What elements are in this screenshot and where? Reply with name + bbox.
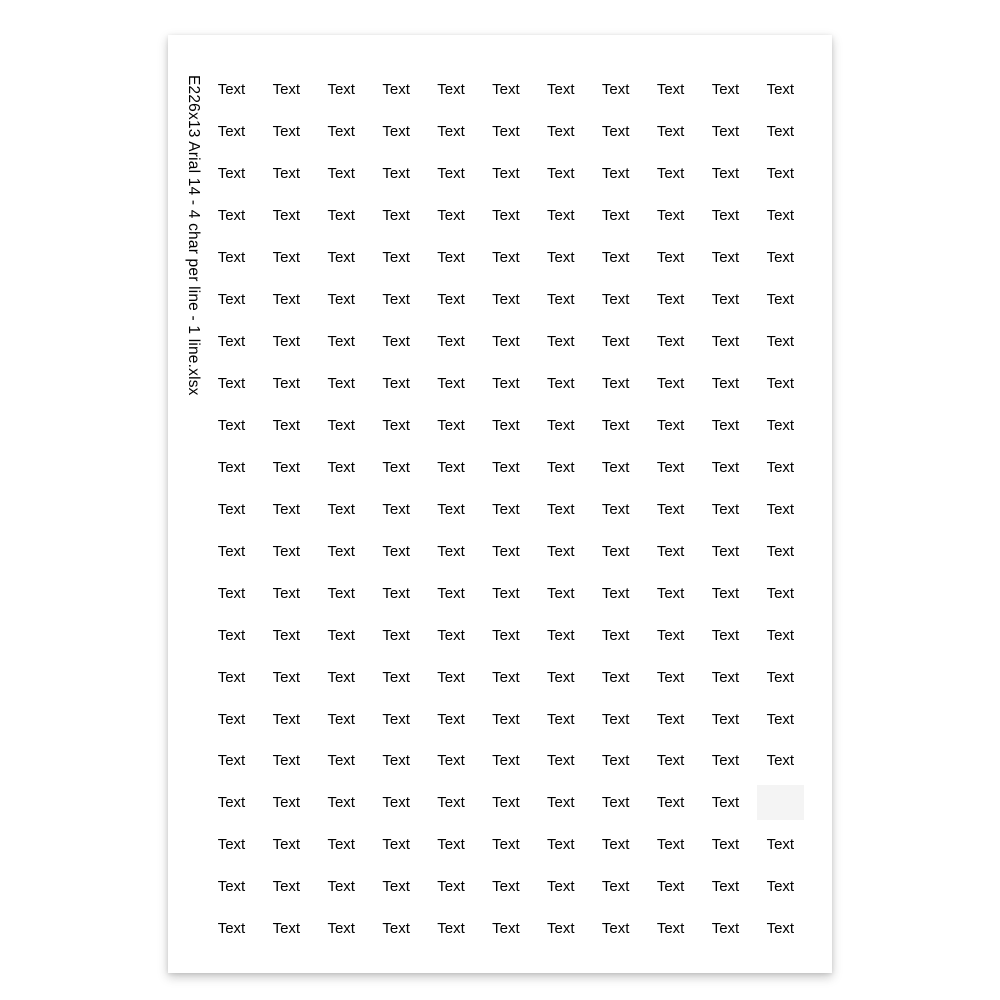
grid-cell: Text xyxy=(272,123,301,141)
grid-cell: Text xyxy=(656,458,685,476)
grid-cell: Text xyxy=(601,584,630,602)
grid-cell: Text xyxy=(327,878,355,896)
grid-cell: Text xyxy=(217,291,246,309)
grid-cell: Text xyxy=(547,794,575,812)
grid-cell: Text xyxy=(766,668,795,686)
grid-cell: Text xyxy=(656,207,685,225)
grid-cell: Text xyxy=(437,542,465,560)
grid-cell: Text xyxy=(547,542,575,560)
grid-cell: Text xyxy=(711,249,740,267)
grid-cell: Text xyxy=(711,836,740,854)
grid-cell: Text xyxy=(547,249,575,267)
grid-cell: Text xyxy=(437,836,465,854)
grid-cell: Text xyxy=(327,249,355,267)
grid-cell: Text xyxy=(656,794,685,812)
grid-cell: Text xyxy=(217,165,246,183)
grid-cell: Text xyxy=(547,500,575,518)
grid-cell: Text xyxy=(492,794,520,812)
grid-cell: Text xyxy=(492,207,520,225)
grid-cell: Text xyxy=(656,668,685,686)
grid-cell: Text xyxy=(711,584,740,602)
grid-cell: Text xyxy=(217,81,246,99)
grid-cell: Text xyxy=(327,920,355,938)
grid-cell: Text xyxy=(492,81,520,99)
grid-cell: Text xyxy=(382,878,410,896)
grid-cell: Text xyxy=(492,626,520,644)
grid-cell: Text xyxy=(601,542,630,560)
grid-cell: Text xyxy=(547,584,575,602)
grid-cell: Text xyxy=(766,333,795,351)
grid-cell: Text xyxy=(711,333,740,351)
grid-cell: Text xyxy=(217,207,246,225)
grid-cell: Text xyxy=(327,207,355,225)
grid-cell: Text xyxy=(382,626,410,644)
highlighted-empty-cell xyxy=(757,785,804,820)
grid-cell: Text xyxy=(327,836,355,854)
grid-cell: Text xyxy=(327,123,355,141)
filename-vertical-label: E226x13 Arial 14 - 4 char per line - 1 line.xlsx xyxy=(185,75,202,396)
grid-cell: Text xyxy=(272,291,301,309)
grid-cell: Text xyxy=(437,878,465,896)
grid-cell: Text xyxy=(656,584,685,602)
grid-cell: Text xyxy=(327,500,355,518)
grid-cell: Text xyxy=(711,878,740,896)
grid-cell: Text xyxy=(217,668,246,686)
grid-cell: Text xyxy=(601,81,630,99)
grid-cell: Text xyxy=(547,878,575,896)
grid-cell: Text xyxy=(437,81,465,99)
grid-cell: Text xyxy=(601,794,630,812)
grid-cell: Text xyxy=(766,710,795,728)
grid-cell: Text xyxy=(272,207,301,225)
grid-cell: Text xyxy=(492,333,520,351)
grid-cell: Text xyxy=(656,416,685,434)
grid-cell: Text xyxy=(547,752,575,770)
grid-cell: Text xyxy=(437,794,465,812)
grid-cell: Text xyxy=(547,207,575,225)
grid-cell: Text xyxy=(766,249,795,267)
grid-cell: Text xyxy=(217,500,246,518)
grid-cell: Text xyxy=(217,920,246,938)
grid-cell: Text xyxy=(656,249,685,267)
grid-cell: Text xyxy=(547,375,575,393)
grid-cell: Text xyxy=(656,752,685,770)
grid-cell: Text xyxy=(437,165,465,183)
grid-cell: Text xyxy=(272,668,301,686)
grid-cell: Text xyxy=(492,500,520,518)
grid-cell: Text xyxy=(656,333,685,351)
grid-cell: Text xyxy=(437,333,465,351)
grid-cell: Text xyxy=(547,458,575,476)
grid-cell: Text xyxy=(437,668,465,686)
grid-cell: Text xyxy=(766,542,795,560)
grid-cell: Text xyxy=(492,752,520,770)
grid-cell: Text xyxy=(437,626,465,644)
grid-cell: Text xyxy=(656,165,685,183)
grid-cell: Text xyxy=(601,416,630,434)
grid-cell: Text xyxy=(217,836,246,854)
grid-cell: Text xyxy=(547,836,575,854)
grid-cell: Text xyxy=(327,375,355,393)
grid-cell: Text xyxy=(272,920,301,938)
grid-cell: Text xyxy=(766,291,795,309)
grid-cell: Text xyxy=(382,584,410,602)
grid-cell: Text xyxy=(656,836,685,854)
grid-cell: Text xyxy=(766,584,795,602)
grid-cell: Text xyxy=(272,794,301,812)
grid-cell: Text xyxy=(492,291,520,309)
grid-cell: Text xyxy=(327,626,355,644)
grid-cell: Text xyxy=(272,542,301,560)
grid-cell: Text xyxy=(327,165,355,183)
grid-cell: Text xyxy=(272,333,301,351)
grid-cell: Text xyxy=(711,123,740,141)
grid-cell: Text xyxy=(382,500,410,518)
grid-cell: Text xyxy=(711,500,740,518)
grid-cell: Text xyxy=(437,710,465,728)
grid-cell: Text xyxy=(272,710,301,728)
grid-cell: Text xyxy=(217,333,246,351)
grid-cell: Text xyxy=(766,416,795,434)
grid-cell: Text xyxy=(766,920,795,938)
grid-cell: Text xyxy=(217,626,246,644)
grid-cell: Text xyxy=(327,458,355,476)
grid-cell: Text xyxy=(601,333,630,351)
grid-cell: Text xyxy=(437,500,465,518)
grid-cell: Text xyxy=(766,207,795,225)
grid-cell: Text xyxy=(492,542,520,560)
grid-cell: Text xyxy=(217,458,246,476)
grid-cell: Text xyxy=(437,375,465,393)
grid-cell: Text xyxy=(382,123,410,141)
grid-cell: Text xyxy=(547,920,575,938)
grid-cell: Text xyxy=(601,458,630,476)
grid-cell: Text xyxy=(711,710,740,728)
grid-cell: Text xyxy=(601,291,630,309)
grid-cell: Text xyxy=(382,375,410,393)
grid-cell: Text xyxy=(656,626,685,644)
grid-cell: Text xyxy=(382,920,410,938)
grid-cell: Text xyxy=(382,794,410,812)
grid-cell: Text xyxy=(766,626,795,644)
grid-cell: Text xyxy=(601,626,630,644)
grid-cell: Text xyxy=(547,710,575,728)
grid-cell: Text xyxy=(492,123,520,141)
grid-cell: Text xyxy=(382,291,410,309)
grid-cell: Text xyxy=(272,249,301,267)
grid-cell: Text xyxy=(382,836,410,854)
grid-cell: Text xyxy=(437,207,465,225)
grid-cell: Text xyxy=(711,291,740,309)
grid-cell: Text xyxy=(217,878,246,896)
grid-cell: Text xyxy=(272,752,301,770)
grid-cell: Text xyxy=(492,668,520,686)
grid-cell: Text xyxy=(656,291,685,309)
grid-cell: Text xyxy=(382,542,410,560)
grid-cell: Text xyxy=(327,710,355,728)
grid-cell: Text xyxy=(382,458,410,476)
grid-cell: Text xyxy=(601,710,630,728)
grid-cell: Text xyxy=(327,333,355,351)
grid-cell: Text xyxy=(766,752,795,770)
grid-cell: Text xyxy=(382,81,410,99)
grid-cell: Text xyxy=(272,81,301,99)
grid-cell: Text xyxy=(217,794,246,812)
text-grid xyxy=(204,69,808,950)
grid-cell: Text xyxy=(217,752,246,770)
grid-cell: Text xyxy=(711,416,740,434)
grid-cell: Text xyxy=(327,81,355,99)
grid-cell: Text xyxy=(547,333,575,351)
grid-cell: Text xyxy=(217,249,246,267)
grid-cell: Text xyxy=(382,668,410,686)
grid-cell: Text xyxy=(272,416,301,434)
grid-cell: Text xyxy=(272,458,301,476)
grid-cell: Text xyxy=(382,249,410,267)
grid-cell: Text xyxy=(272,626,301,644)
grid-cell: Text xyxy=(656,920,685,938)
grid-cell: Text xyxy=(437,123,465,141)
grid-cell: Text xyxy=(601,500,630,518)
grid-cell: Text xyxy=(327,584,355,602)
grid-cell: Text xyxy=(437,458,465,476)
grid-cell: Text xyxy=(601,165,630,183)
grid-cell: Text xyxy=(601,249,630,267)
grid-cell: Text xyxy=(766,165,795,183)
grid-cell: Text xyxy=(547,123,575,141)
grid-cell: Text xyxy=(492,458,520,476)
grid-cell: Text xyxy=(711,920,740,938)
grid-cell: Text xyxy=(327,752,355,770)
grid-cell: Text xyxy=(327,416,355,434)
grid-cell: Text xyxy=(711,668,740,686)
grid-cell: Text xyxy=(547,165,575,183)
grid-cell: Text xyxy=(656,878,685,896)
grid-cell: Text xyxy=(656,542,685,560)
grid-cell: Text xyxy=(217,375,246,393)
grid-cell: Text xyxy=(766,81,795,99)
grid-cell: Text xyxy=(547,626,575,644)
grid-cell: Text xyxy=(272,500,301,518)
grid-cell: Text xyxy=(437,920,465,938)
grid-cell: Text xyxy=(492,836,520,854)
grid-cell: Text xyxy=(766,458,795,476)
grid-cell: Text xyxy=(547,81,575,99)
grid-cell: Text xyxy=(601,836,630,854)
grid-cell: Text xyxy=(272,584,301,602)
grid-cell: Text xyxy=(711,752,740,770)
grid-cell: Text xyxy=(711,81,740,99)
grid-cell: Text xyxy=(217,584,246,602)
grid-cell: Text xyxy=(327,291,355,309)
grid-cell: Text xyxy=(601,878,630,896)
grid-cell: Text xyxy=(547,291,575,309)
grid-cell: Text xyxy=(601,920,630,938)
grid-cell: Text xyxy=(272,836,301,854)
grid-cell: Text xyxy=(601,375,630,393)
grid-cell: Text xyxy=(601,668,630,686)
document-page xyxy=(168,35,832,973)
grid-cell: Text xyxy=(492,375,520,393)
grid-cell: Text xyxy=(547,668,575,686)
grid-cell: Text xyxy=(272,375,301,393)
grid-cell: Text xyxy=(492,165,520,183)
grid-cell: Text xyxy=(217,123,246,141)
grid-cell: Text xyxy=(601,752,630,770)
grid-cell: Text xyxy=(382,416,410,434)
grid-cell: Text xyxy=(437,584,465,602)
grid-cell: Text xyxy=(766,500,795,518)
grid-cell: Text xyxy=(601,123,630,141)
grid-cell: Text xyxy=(382,333,410,351)
grid-cell: Text xyxy=(327,542,355,560)
grid-cell: Text xyxy=(766,123,795,141)
grid-cell: Text xyxy=(766,836,795,854)
grid-cell: Text xyxy=(492,878,520,896)
grid-cell: Text xyxy=(492,249,520,267)
grid-cell: Text xyxy=(711,542,740,560)
grid-cell: Text xyxy=(766,878,795,896)
grid-cell: Text xyxy=(711,375,740,393)
grid-cell: Text xyxy=(656,375,685,393)
grid-cell: Text xyxy=(711,207,740,225)
grid-cell: Text xyxy=(711,794,740,812)
grid-cell xyxy=(753,782,808,824)
grid-cell: Text xyxy=(437,752,465,770)
grid-cell: Text xyxy=(766,375,795,393)
grid-cell: Text xyxy=(327,794,355,812)
grid-cell: Text xyxy=(272,878,301,896)
grid-cell: Text xyxy=(492,584,520,602)
grid-cell: Text xyxy=(601,207,630,225)
grid-cell: Text xyxy=(382,207,410,225)
grid-cell: Text xyxy=(327,668,355,686)
grid-cell: Text xyxy=(656,81,685,99)
grid-cell: Text xyxy=(382,165,410,183)
grid-cell: Text xyxy=(547,416,575,434)
grid-cell: Text xyxy=(272,165,301,183)
grid-cell: Text xyxy=(492,710,520,728)
grid-cell: Text xyxy=(437,291,465,309)
grid-cell: Text xyxy=(711,165,740,183)
grid-cell: Text xyxy=(382,710,410,728)
grid-cell: Text xyxy=(382,752,410,770)
grid-cell: Text xyxy=(492,920,520,938)
grid-cell: Text xyxy=(437,416,465,434)
grid-cell: Text xyxy=(711,458,740,476)
grid-cell: Text xyxy=(656,500,685,518)
grid-cell: Text xyxy=(217,416,246,434)
grid-cell: Text xyxy=(492,416,520,434)
grid-cell: Text xyxy=(217,542,246,560)
grid-cell: Text xyxy=(217,710,246,728)
grid-cell: Text xyxy=(437,249,465,267)
grid-cell: Text xyxy=(656,123,685,141)
grid-cell: Text xyxy=(711,626,740,644)
grid-cell: Text xyxy=(656,710,685,728)
